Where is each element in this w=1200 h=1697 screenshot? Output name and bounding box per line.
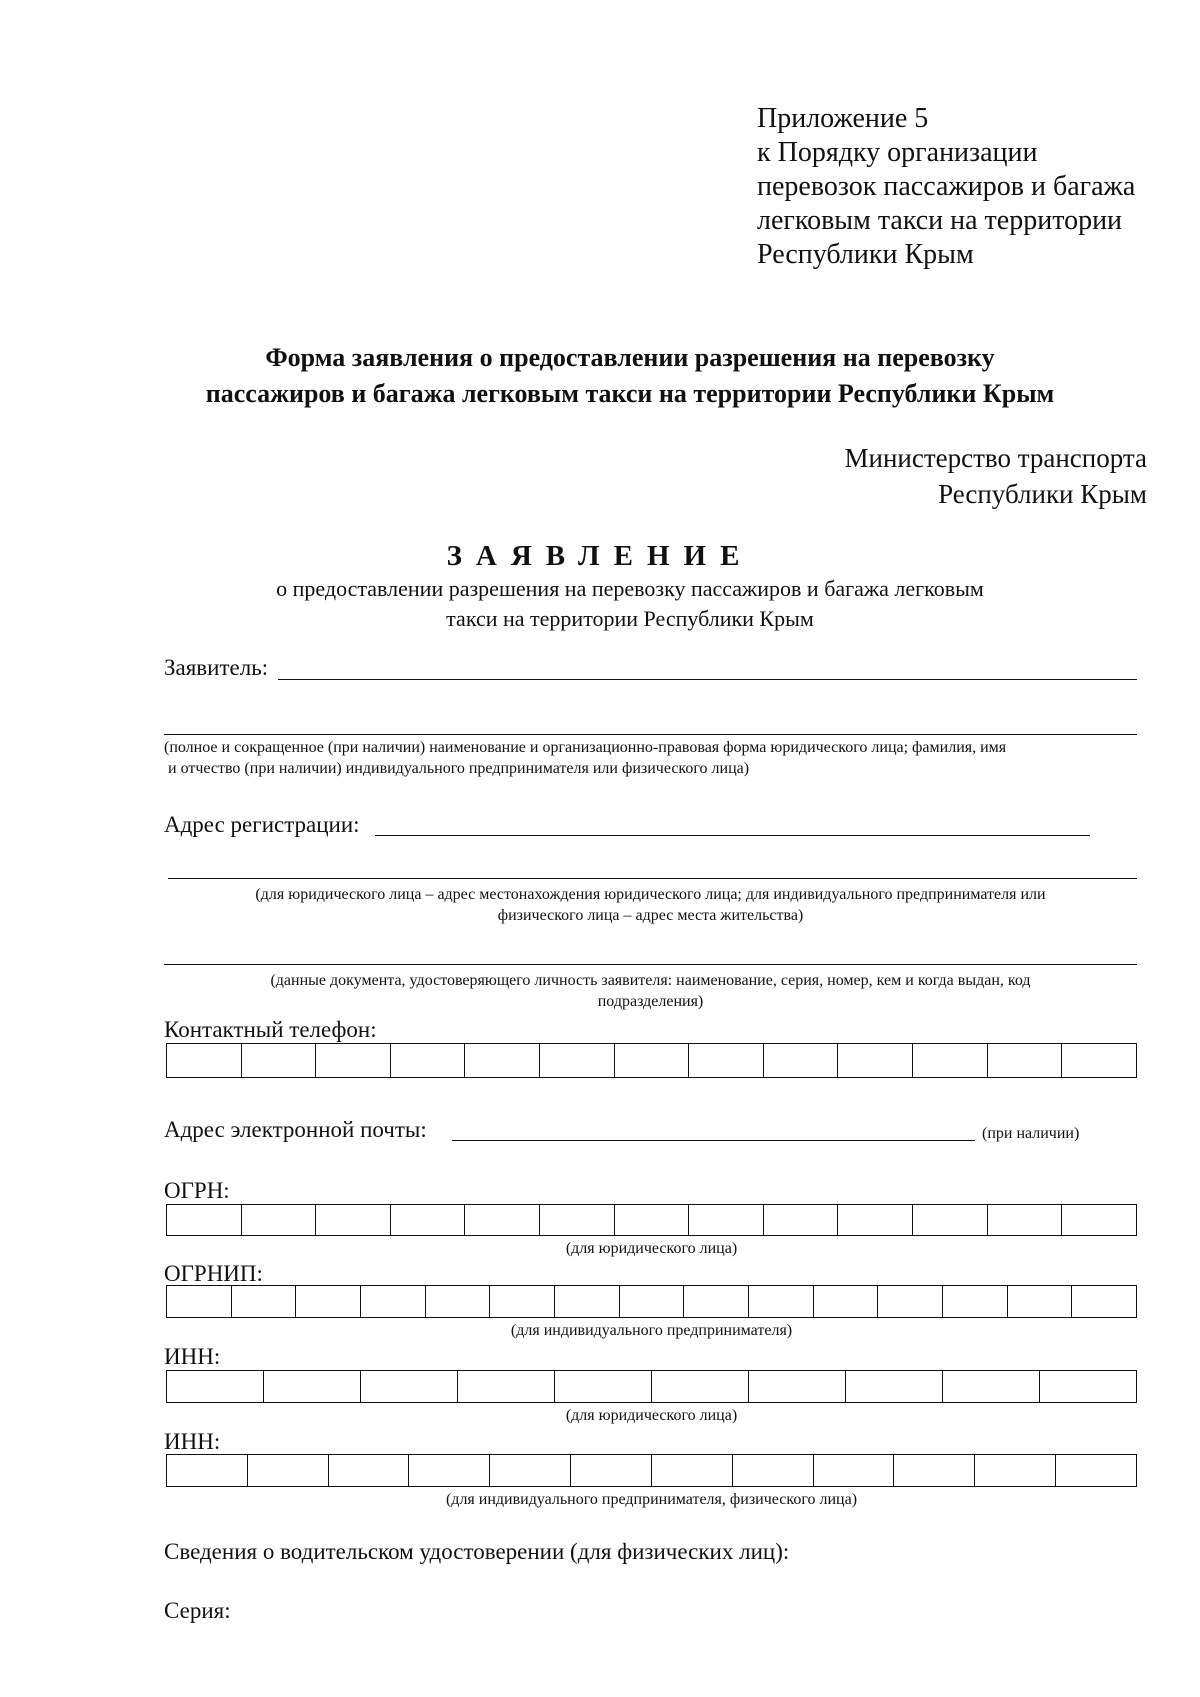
annex-line: к Порядку организации (757, 137, 1038, 168)
digit-cell[interactable] (837, 1205, 912, 1235)
digit-cell[interactable] (360, 1371, 457, 1402)
registration-address-input-line-2[interactable] (168, 878, 1137, 879)
digit-cell[interactable] (167, 1371, 263, 1402)
phone-label: Контактный телефон: (164, 1017, 377, 1042)
registration-address-label: Адрес регистрации: (164, 812, 360, 837)
digit-cell[interactable] (295, 1286, 360, 1317)
ogrn-digit-grid[interactable] (166, 1204, 1137, 1236)
annex-block (757, 102, 1135, 272)
digit-cell[interactable] (539, 1044, 614, 1077)
digit-cell[interactable] (974, 1455, 1055, 1486)
digit-cell[interactable] (763, 1044, 838, 1077)
digit-cell[interactable] (732, 1455, 813, 1486)
registration-note-line: физического лица – адрес места жительства) (497, 907, 804, 924)
digit-cell[interactable] (489, 1286, 554, 1317)
digit-cell[interactable] (489, 1455, 570, 1486)
digit-cell[interactable] (651, 1455, 732, 1486)
recipient-line: Республики Крым (938, 479, 1147, 509)
identity-note-line: подразделения) (597, 993, 704, 1010)
digit-cell[interactable] (619, 1286, 684, 1317)
digit-cell[interactable] (813, 1455, 894, 1486)
registration-address-input-line[interactable] (375, 835, 1090, 836)
digit-cell[interactable] (167, 1455, 247, 1486)
email-input-line[interactable] (452, 1140, 975, 1141)
digit-cell[interactable] (1039, 1371, 1136, 1402)
form-title-line: пассажиров и багажа легковым такси на территории Республики Крым (205, 379, 1055, 408)
digit-cell[interactable] (987, 1044, 1062, 1077)
digit-cell[interactable] (464, 1044, 539, 1077)
annex-line: Приложение 5 (757, 103, 929, 134)
subheading-line: такси на территории Республики Крым (446, 606, 814, 631)
digit-cell[interactable] (167, 1286, 231, 1317)
email-label: Адрес электронной почты: (164, 1117, 427, 1142)
digit-cell[interactable] (763, 1205, 838, 1235)
digit-cell[interactable] (688, 1044, 763, 1077)
digit-cell[interactable] (1061, 1044, 1136, 1077)
digit-cell[interactable] (614, 1205, 689, 1235)
digit-cell[interactable] (813, 1286, 878, 1317)
recipient-line: Министерство транспорта (844, 443, 1147, 473)
digit-cell[interactable] (942, 1286, 1007, 1317)
digit-cell[interactable] (457, 1371, 554, 1402)
applicant-note (164, 737, 1149, 779)
digit-cell[interactable] (554, 1371, 651, 1402)
subheading-line: о предоставлении разрешения на перевозку пассажиров и багажа легковым (276, 576, 984, 601)
applicant-input-line[interactable] (278, 679, 1137, 680)
registration-note-line: (для юридического лица – адрес местонахождения юридического лица; для индивидуального предпринимателя или (255, 886, 1046, 903)
identity-note-line: (данные документа, удостоверяющего личность заявителя: наименование, серия, номер, кем и когда выдан, код (270, 972, 1031, 989)
ogrn-note: (для юридического лица) (565, 1240, 738, 1257)
applicant-note-line: и отчество (при наличии) индивидуального предпринимателя или физического лица) (168, 760, 750, 777)
document-subheading (150, 574, 1110, 634)
digit-cell[interactable] (688, 1205, 763, 1235)
form-title (150, 340, 1110, 412)
applicant-note-line: (полное и сокращенное (при наличии) наименование и организационно-правовая форма юридического лица; фамилия, имя (164, 739, 1007, 756)
form-title-line: Форма заявления о предоставлении разрешения на перевозку (265, 343, 995, 372)
annex-line: Республики Крым (757, 239, 974, 270)
series-label: Серия: (164, 1598, 231, 1623)
digit-cell[interactable] (390, 1205, 465, 1235)
registration-address-note (164, 884, 1137, 926)
digit-cell[interactable] (942, 1371, 1039, 1402)
annex-line: перевозок пассажиров и багажа (757, 171, 1136, 202)
inn-individual-digit-grid[interactable] (166, 1454, 1137, 1487)
applicant-input-line-2[interactable] (164, 734, 1137, 735)
phone-digit-grid[interactable] (166, 1043, 1137, 1078)
digit-cell[interactable] (748, 1371, 845, 1402)
inn-individual-note: (для индивидуального предпринимателя, физического лица) (445, 1491, 858, 1508)
digit-cell[interactable] (987, 1205, 1062, 1235)
digit-cell[interactable] (167, 1205, 241, 1235)
ogrnip-digit-grid[interactable] (166, 1285, 1137, 1318)
identity-document-input-line[interactable] (164, 964, 1137, 965)
ogrnip-label: ОГРНИП: (164, 1261, 263, 1286)
digit-cell[interactable] (877, 1286, 942, 1317)
digit-cell[interactable] (683, 1286, 748, 1317)
identity-document-note (164, 970, 1137, 1012)
digit-cell[interactable] (554, 1286, 619, 1317)
driver-license-label: Сведения о водительском удостоверении (для физических лиц): (164, 1539, 790, 1564)
applicant-label: Заявитель: (164, 655, 269, 680)
digit-cell[interactable] (315, 1044, 390, 1077)
digit-cell[interactable] (241, 1205, 316, 1235)
digit-cell[interactable] (912, 1044, 987, 1077)
digit-cell[interactable] (360, 1286, 425, 1317)
digit-cell[interactable] (315, 1205, 390, 1235)
digit-cell[interactable] (425, 1286, 490, 1317)
digit-cell[interactable] (408, 1455, 489, 1486)
digit-cell[interactable] (241, 1044, 316, 1077)
digit-cell[interactable] (1061, 1205, 1136, 1235)
digit-cell[interactable] (837, 1044, 912, 1077)
digit-cell[interactable] (464, 1205, 539, 1235)
recipient-block (845, 440, 1147, 512)
inn-legal-label: ИНН: (164, 1344, 221, 1369)
inn-legal-note: (для юридического лица) (565, 1407, 738, 1424)
digit-cell[interactable] (912, 1205, 987, 1235)
email-note: (при наличии) (982, 1125, 1080, 1142)
ogrnip-note: (для индивидуального предпринимателя) (510, 1322, 793, 1339)
digit-cell[interactable] (263, 1371, 360, 1402)
digit-cell[interactable] (390, 1044, 465, 1077)
inn-individual-label: ИНН: (164, 1429, 221, 1454)
document-heading: ЗАЯВЛЕНИЕ (446, 540, 754, 572)
digit-cell[interactable] (893, 1455, 974, 1486)
digit-cell[interactable] (1007, 1286, 1072, 1317)
digit-cell[interactable] (539, 1205, 614, 1235)
digit-cell[interactable] (328, 1455, 409, 1486)
digit-cell[interactable] (748, 1286, 813, 1317)
digit-cell[interactable] (231, 1286, 296, 1317)
digit-cell[interactable] (247, 1455, 328, 1486)
inn-legal-digit-grid[interactable] (166, 1370, 1137, 1403)
digit-cell[interactable] (845, 1371, 942, 1402)
digit-cell[interactable] (570, 1455, 651, 1486)
digit-cell[interactable] (1071, 1286, 1136, 1317)
digit-cell[interactable] (1055, 1455, 1136, 1486)
digit-cell[interactable] (614, 1044, 689, 1077)
digit-cell[interactable] (651, 1371, 748, 1402)
annex-line: легковым такси на территории (757, 205, 1123, 236)
ogrn-label: ОГРН: (164, 1178, 230, 1203)
digit-cell[interactable] (167, 1044, 241, 1077)
